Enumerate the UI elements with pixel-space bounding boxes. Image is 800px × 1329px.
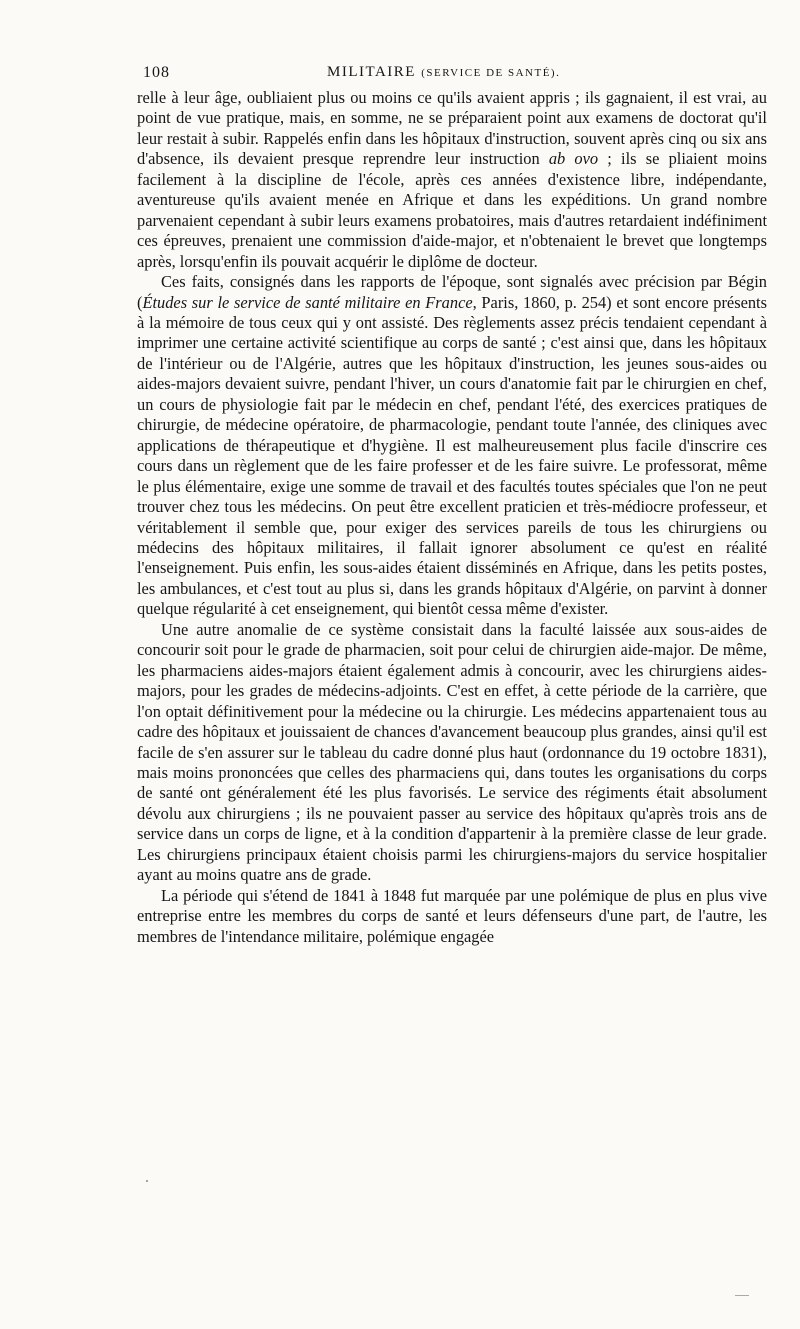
- book-page: [137, 60, 767, 947]
- paragraph-3: [137, 620, 767, 886]
- paragraph-1: [137, 88, 767, 272]
- running-title-subtitle: (SERVICE DE SANTÉ).: [421, 67, 561, 79]
- page-number: 108: [143, 64, 170, 81]
- text-run: relle à leur âge, oubliaient plus ou moins ce qu'ils avaient appris ; ils gagnaient, il est vrai, au point de vue pratique, mais, en somme, ne se préparaient point aux examens de doctorat qu'il leur restait à subir. Rappelés enfin dans les hôpitaux d'instruction, souvent après cinq ou six ans d'absence, ils devaient presque reprendre leur instruction: [137, 88, 767, 169]
- running-title-main: MILITAIRE: [327, 64, 416, 80]
- paragraph-2: [137, 272, 767, 620]
- text-run: La période qui s'étend de 1841 à 1848 fut marquée par une polémique de plus en plus vive entreprise entre les membres du corps de santé et leurs défenseurs d'une part, de l'autre, les membres de l'intendance militaire, polémique engagée: [137, 885, 767, 946]
- text-run: Ces faits, consignés dans les rapports de l'époque, sont signalés avec précision par Bégin (: [137, 272, 767, 312]
- running-head: [137, 60, 767, 86]
- running-title: [327, 64, 560, 81]
- text-run: , Paris, 1860, p. 254) et sont encore présents à la mémoire de tous ceux qui y ont assisté. Des règlements assez précis tendaient cependant à imprimer une certaine activité scientifique au corps de santé ; c'est ainsi que, dans les hôpitaux de l'intérieur ou de l'Algérie, autres que les hôpitaux d'instruction, les jeunes sous-aides ou aides-majors devaient suivre, pendant l'hiver, un cours d'anatomie fait par le chirurgien en chef, un cours de physiologie fait par le médecin en chef, pendant l'été, des exercices pratiques de chirurgie, de médecine opératoire, de pharmacologie, pendant toute l'année, des cliniques avec applications de thérapeutique et d'hygiène. Il est malheureusement plus facile d'inscrire ces cours dans un règlement que de les faire professer et de les faire suivre. Le professorat, même le plus élémentaire, exige une somme de travail et des facultés toutes spéciales que l'on ne peut trouver chez tous les médecins. On peut être excellent praticien et très-médiocre professeur, et véritablement il semble que, pour exiger des services pareils de tous les chirurgiens ou médecins des hôpitaux militaires, il fallait ignorer absolument ce qu'est en réalité l'enseignement. Puis enfin, les sous-aides étaient disséminés en Afrique, dans les petits postes, les ambulances, et c'est tout au plus si, dans les grands hôpitaux d'Algérie, on parvint à donner quelque régularité à cet enseignement, qui bientôt cessa même d'exister.: [137, 292, 767, 619]
- italic-text-run: ab ovo: [548, 149, 599, 169]
- print-speck: [735, 1295, 749, 1296]
- paragraph-4: [137, 886, 767, 947]
- body-text: [137, 88, 767, 947]
- italic-text-run: Études sur le service de santé militaire en France: [142, 292, 473, 312]
- text-run: ; ils se pliaient moins facilement à la discipline de l'école, après ces années d'existence libre, indépendante, aventureuse qu'ils avaient menée en Afrique et dans les expéditions. Un grand nombre parvenaient cependant à subir leurs examens probatoires, mais d'autres retardaient indéfiniment ces épreuves, prenaient une commission d'aide-major, et n'obtenaient le brevet que longtemps après, lorsqu'enfin ils pouvait acquérir le diplôme de docteur.: [137, 149, 768, 271]
- print-speck: [146, 1180, 148, 1182]
- text-run: Une autre anomalie de ce système consistait dans la faculté laissée aux sous-aides de concourir soit pour le grade de pharmacien, soit pour celui de chirurgien aide-major. De même, les pharmaciens aides-majors étaient également admis à concourir, avec les chirurgiens aides-majors, pour les grades de médecins-adjoints. C'est en effet, à cette période de la carrière, que l'on optait définitivement pour la médecine ou la chirurgie. Les médecins appartenaient tous au cadre des hôpitaux et jouissaient de chances d'avancement beaucoup plus grandes, ainsi qu'il est facile de s'en assurer sur le tableau du cadre donné plus haut (ordonnance du 19 octobre 1831), mais moins prononcées que celles des pharmaciens qui, dans toutes les organisations du corps de santé ont généralement été les plus favorisés. Le service des régiments était absolument dévolu aux chirurgiens ; ils ne pouvaient passer au service des hôpitaux qu'après trois ans de service dans un corps de ligne, et à la condition d'appartenir à la première classe de leur grade. Les chirurgiens principaux étaient choisis parmi les chirurgiens-majors du service hospitalier ayant au moins quatre ans de grade.: [137, 619, 767, 885]
